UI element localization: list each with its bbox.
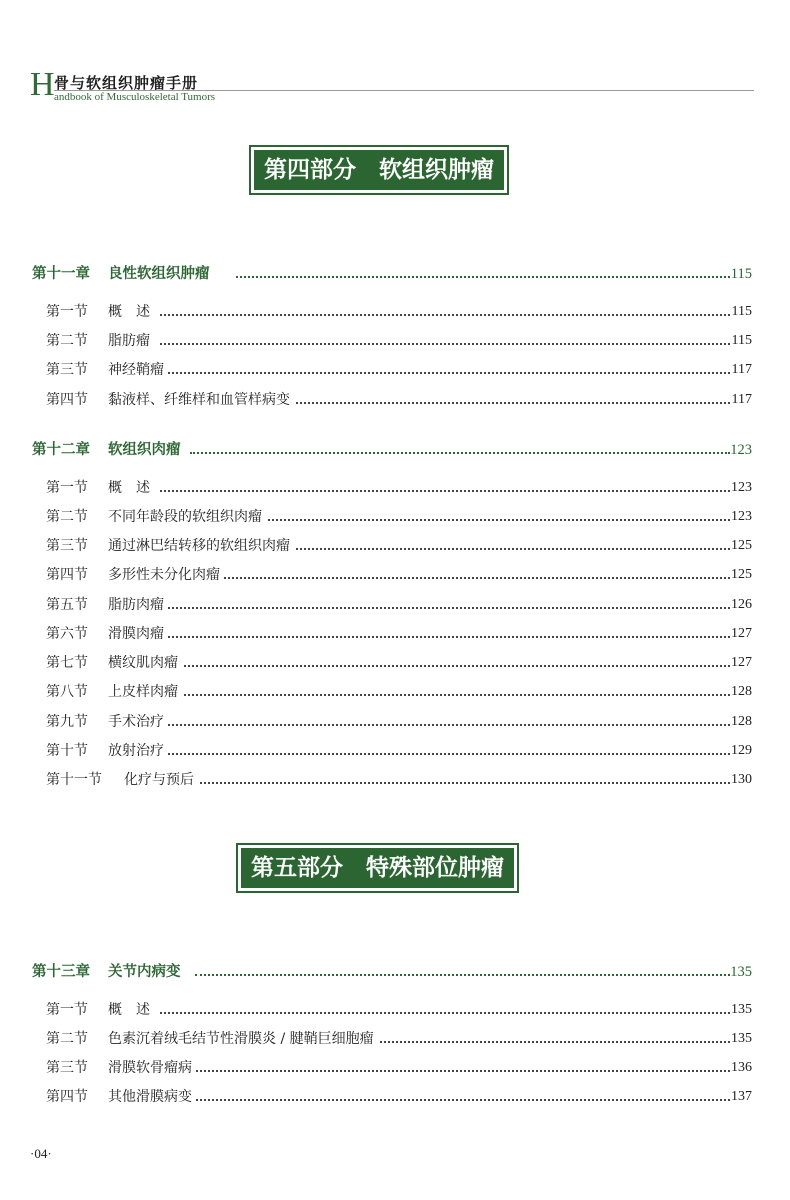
part-title: 第五部分 特殊部位肿瘤	[241, 848, 514, 888]
chapter-title: 良性软组织肿瘤	[108, 266, 210, 282]
toc-section[interactable]	[0, 652, 790, 674]
chapter-number: 第十二章	[32, 442, 90, 458]
section-page: 127	[731, 626, 752, 641]
page-number: ·04·	[30, 1146, 52, 1161]
dot-leader	[195, 974, 730, 976]
dot-leader	[160, 577, 730, 579]
dot-leader	[160, 343, 730, 345]
dot-leader	[160, 314, 730, 316]
dot-leader	[160, 753, 730, 755]
section-title: 黏液样、纤维样和血管样病变	[108, 392, 290, 408]
section-number: 第六节	[46, 626, 88, 642]
section-number: 第十节	[46, 743, 88, 759]
book-title-en: andbook of Musculoskeletal Tumors	[54, 91, 216, 103]
toc-section[interactable]	[0, 769, 790, 791]
dot-leader	[160, 1012, 730, 1014]
toc-section[interactable]	[0, 1086, 790, 1108]
toc-section[interactable]	[0, 389, 790, 411]
section-page: 123	[731, 480, 752, 495]
section-number: 第三节	[46, 362, 88, 378]
dot-leader	[160, 372, 730, 374]
toc-chapter-13[interactable]	[0, 961, 790, 983]
section-title: 多形性未分化肉瘤	[108, 567, 220, 583]
toc-section[interactable]	[0, 535, 790, 557]
section-title: 概 述	[108, 480, 150, 496]
header-logo-letter: H	[30, 66, 55, 103]
section-page: 135	[731, 1002, 752, 1017]
chapter-number: 第十一章	[32, 266, 90, 282]
toc-section[interactable]	[0, 301, 790, 323]
dot-leader	[160, 724, 730, 726]
section-title: 概 述	[108, 304, 150, 320]
section-number: 第三节	[46, 1060, 88, 1076]
section-number: 第四节	[46, 392, 88, 408]
chapter-page: 135	[730, 964, 752, 980]
dot-leader	[160, 665, 730, 667]
section-number: 第九节	[46, 714, 88, 730]
section-title: 横纹肌肉瘤	[108, 655, 178, 671]
section-number: 第四节	[46, 567, 88, 583]
part-banner-4	[249, 145, 509, 195]
toc-section[interactable]	[0, 506, 790, 528]
section-page: 136	[731, 1060, 752, 1075]
dot-leader	[160, 1070, 730, 1072]
toc-section[interactable]	[0, 564, 790, 586]
running-header	[30, 64, 754, 104]
section-title: 通过淋巴结转移的软组织肉瘤	[108, 538, 290, 554]
part-title: 第四部分 软组织肿瘤	[254, 150, 504, 190]
section-title: 不同年龄段的软组织肉瘤	[108, 509, 262, 525]
toc-section[interactable]	[0, 359, 790, 381]
section-page: 125	[731, 567, 752, 582]
section-page: 127	[731, 655, 752, 670]
section-page: 129	[731, 743, 752, 758]
section-page: 126	[731, 597, 752, 612]
toc-section[interactable]	[0, 1028, 790, 1050]
section-number: 第七节	[46, 655, 88, 671]
chapter-page: 123	[730, 442, 752, 458]
toc-chapter-12[interactable]	[0, 439, 790, 461]
toc-chapter-11[interactable]	[0, 263, 790, 285]
section-page: 117	[731, 392, 752, 407]
section-number: 第十一节	[46, 772, 102, 788]
dot-leader	[236, 276, 730, 278]
chapter-title: 软组织肉瘤	[108, 442, 181, 458]
toc-section[interactable]	[0, 711, 790, 733]
chapter-page: 115	[730, 266, 752, 282]
toc-section[interactable]	[0, 330, 790, 352]
section-title: 其他滑膜病变	[108, 1089, 192, 1105]
toc-section[interactable]	[0, 594, 790, 616]
section-page: 123	[731, 509, 752, 524]
section-page: 128	[731, 684, 752, 699]
section-title: 放射治疗	[108, 743, 164, 759]
chapter-title: 关节内病变	[108, 964, 181, 980]
dot-leader	[160, 490, 730, 492]
section-page: 115	[731, 333, 752, 348]
dot-leader	[190, 452, 730, 454]
section-number: 第一节	[46, 480, 88, 496]
dot-leader	[160, 694, 730, 696]
section-number: 第一节	[46, 304, 88, 320]
section-title: 神经鞘瘤	[108, 362, 164, 378]
section-number: 第八节	[46, 684, 88, 700]
section-number: 第二节	[46, 509, 88, 525]
part-banner-5	[236, 843, 519, 893]
section-number: 第二节	[46, 333, 88, 349]
section-title: 化疗与预后	[124, 772, 194, 788]
toc-section[interactable]	[0, 477, 790, 499]
section-page: 135	[731, 1031, 752, 1046]
toc-section[interactable]	[0, 740, 790, 762]
section-title: 上皮样肉瘤	[108, 684, 178, 700]
chapter-number: 第十三章	[32, 964, 90, 980]
section-title: 脂肪瘤	[108, 333, 150, 349]
toc-section[interactable]	[0, 1057, 790, 1079]
toc-section[interactable]	[0, 623, 790, 645]
section-title: 脂肪肉瘤	[108, 597, 164, 613]
toc-section[interactable]	[0, 681, 790, 703]
section-page: 128	[731, 714, 752, 729]
section-title: 概 述	[108, 1002, 150, 1018]
section-title: 滑膜软骨瘤病	[108, 1060, 192, 1076]
section-page: 137	[731, 1089, 752, 1104]
dot-leader	[160, 607, 730, 609]
dot-leader	[180, 782, 730, 784]
section-page: 130	[731, 772, 752, 787]
section-title: 色素沉着绒毛结节性滑膜炎 / 腱鞘巨细胞瘤	[108, 1031, 374, 1047]
section-number: 第三节	[46, 538, 88, 554]
dot-leader	[160, 1099, 730, 1101]
section-page: 117	[731, 362, 752, 377]
section-title: 滑膜肉瘤	[108, 626, 164, 642]
section-number: 第一节	[46, 1002, 88, 1018]
section-page: 115	[731, 304, 752, 319]
section-number: 第二节	[46, 1031, 88, 1047]
section-number: 第五节	[46, 597, 88, 613]
book-title-cn: 骨与软组织肿瘤手册	[54, 74, 199, 92]
section-title: 手术治疗	[108, 714, 164, 730]
dot-leader	[160, 636, 730, 638]
section-number: 第四节	[46, 1089, 88, 1105]
section-page: 125	[731, 538, 752, 553]
toc-section[interactable]	[0, 999, 790, 1021]
